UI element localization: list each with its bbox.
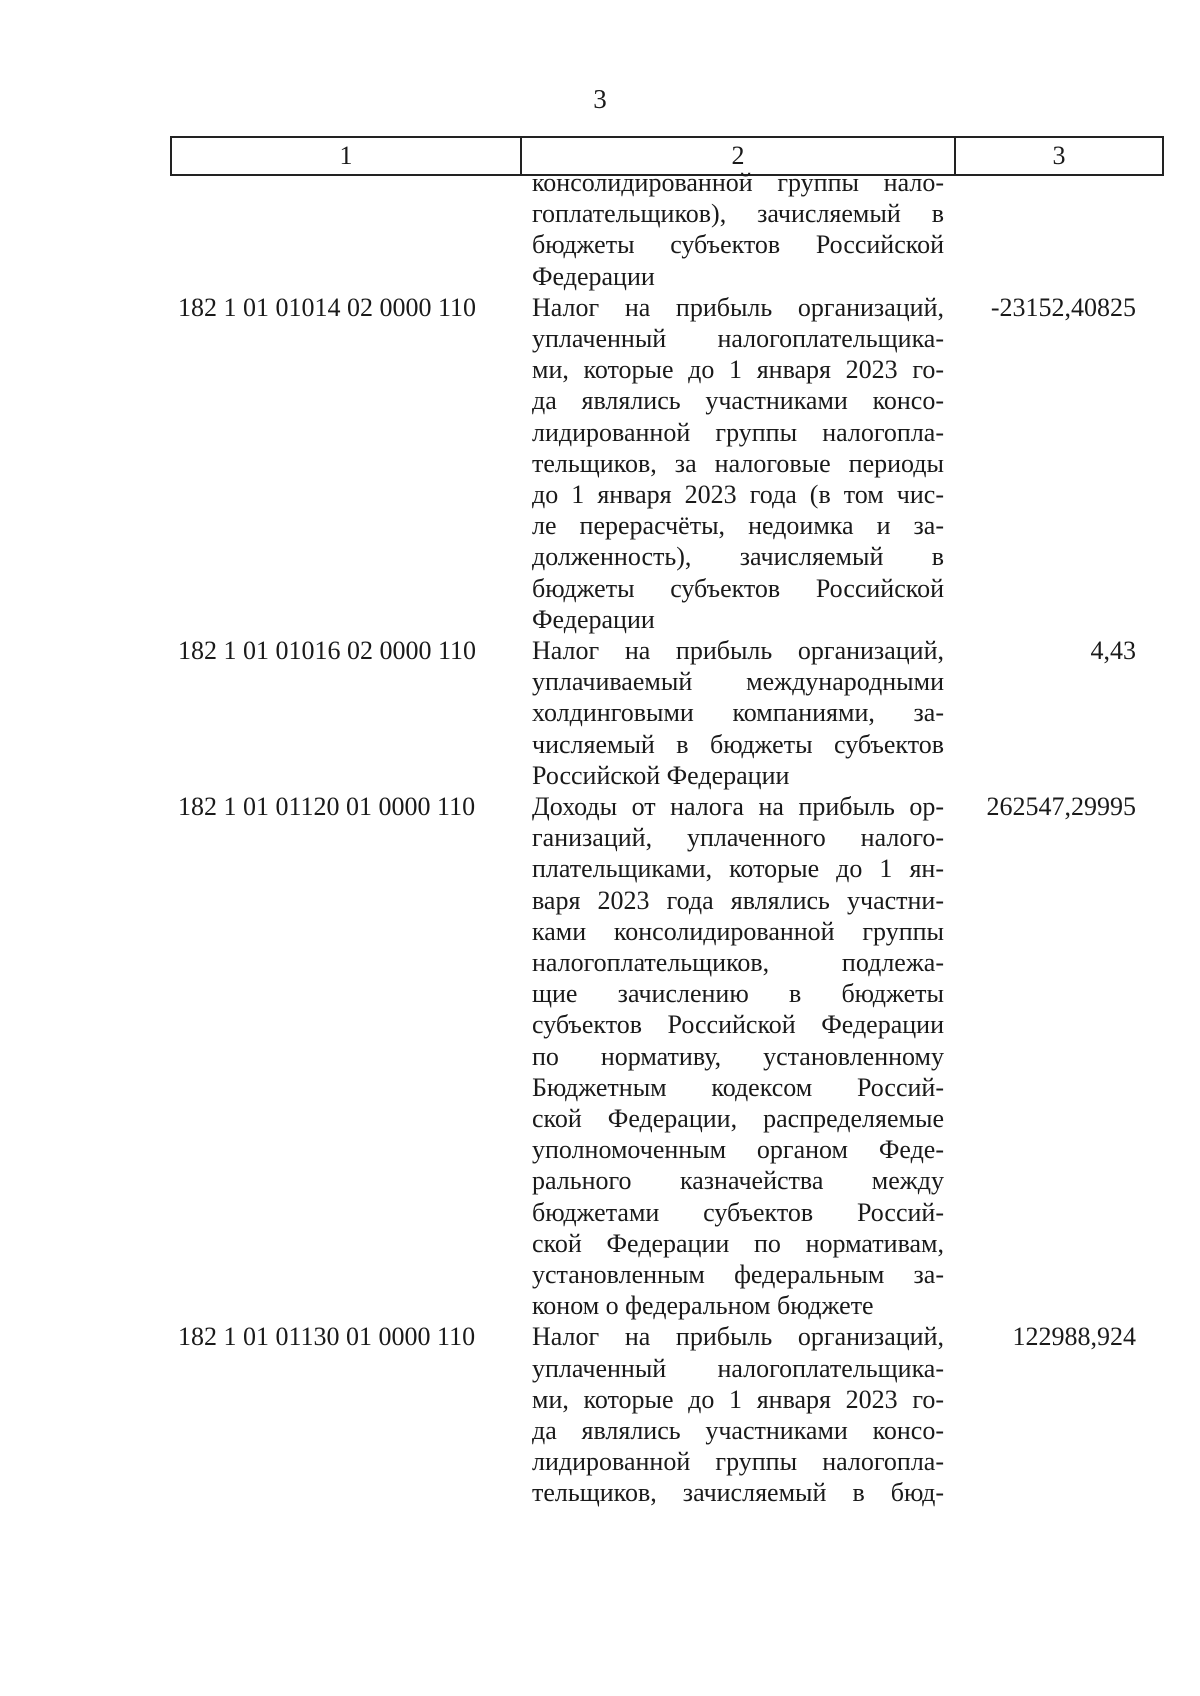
header-col-2: 2: [522, 138, 956, 174]
description-line: Федерации: [532, 604, 655, 634]
description-line: налогоплательщиков, подлежа-: [532, 948, 944, 977]
budget-code: 182 1 01 01014 02 0000 110: [178, 292, 477, 322]
description-line: ми, которые до 1 января 2023 го-: [532, 1384, 944, 1414]
description-line: Федерации: [532, 261, 655, 291]
description-line: числяемый в бюджеты субъектов: [532, 729, 944, 759]
description-line: Налог на прибыль организаций,: [532, 1322, 944, 1352]
description-line: холдинговыми компаниями, за-: [532, 698, 944, 728]
description-line: уполномоченным органом Феде-: [532, 1135, 944, 1165]
description-line: ской Федерации по нормативам,: [532, 1228, 944, 1258]
description-line: ле перерасчёты, недоимка и за-: [532, 511, 944, 541]
description-line: уплачиваемый международными: [532, 667, 944, 697]
budget-code: 182 1 01 01120 01 0000 110: [178, 792, 476, 821]
description-line: ганизаций, уплаченного налого-: [532, 823, 944, 853]
description-line: ми, которые до 1 января 2023 го-: [532, 355, 944, 385]
description-line: консолидированной группы нало-: [532, 168, 944, 197]
description-line: бюджеты субъектов Российской: [532, 230, 944, 260]
amount-value: -23152,40825: [990, 292, 1136, 322]
header-col-1: 1: [172, 138, 522, 174]
description-line: установленным федеральным за-: [532, 1260, 944, 1289]
description-line: уплаченный налогоплательщика-: [532, 324, 944, 353]
amount-value: 4,43: [1090, 636, 1136, 665]
description-line: лидированной группы налогопла-: [532, 417, 944, 447]
budget-code: 182 1 01 01130 01 0000 110: [178, 1322, 476, 1352]
description-line: Российской Федерации: [532, 760, 790, 790]
description-line: Налог на прибыль организаций,: [532, 636, 944, 665]
description-line: гоплательщиков), зачисляемый в: [532, 199, 944, 229]
description-line: до 1 января 2023 года (в том чис-: [532, 480, 944, 509]
description-line: рального казначейства между: [532, 1166, 944, 1196]
budget-code: 182 1 01 01016 02 0000 110: [178, 636, 477, 665]
amount-value: 262547,29995: [986, 792, 1136, 821]
description-line: бюджеты субъектов Российской: [532, 573, 944, 603]
description-line: долженность), зачисляемый в: [532, 542, 944, 572]
description-line: Доходы от налога на прибыль ор-: [532, 792, 944, 821]
description-line: тельщиков, зачисляемый в бюд-: [532, 1478, 944, 1508]
header-col-3: 3: [1052, 141, 1066, 170]
description-line: щие зачислению в бюджеты: [532, 979, 944, 1009]
description-line: субъектов Российской Федерации: [532, 1010, 944, 1040]
description-line: лидированной группы налогопла-: [532, 1447, 944, 1477]
page-number: 3: [593, 84, 607, 114]
description-line: тельщиков, за налоговые периоды: [532, 448, 944, 478]
description-line: уплаченный налогоплательщика-: [532, 1353, 944, 1383]
description-line: да являлись участниками консо-: [532, 1416, 944, 1445]
description-line: коном о федеральном бюджете: [532, 1291, 874, 1321]
description-line: бюджетами субъектов Россий-: [532, 1197, 944, 1227]
description-line: Бюджетным кодексом Россий-: [532, 1072, 944, 1102]
description-line: ками консолидированной группы: [532, 916, 944, 946]
description-line: да являлись участниками консо-: [532, 386, 944, 416]
description-line: плательщиками, которые до 1 ян-: [532, 854, 944, 884]
description-line: ской Федерации, распределяемые: [532, 1104, 944, 1133]
description-line: по нормативу, установленному: [532, 1041, 944, 1071]
description-line: Налог на прибыль организаций,: [532, 292, 944, 322]
description-line: варя 2023 года являлись участни-: [532, 885, 944, 915]
amount-value: 122988,924: [1012, 1322, 1136, 1352]
